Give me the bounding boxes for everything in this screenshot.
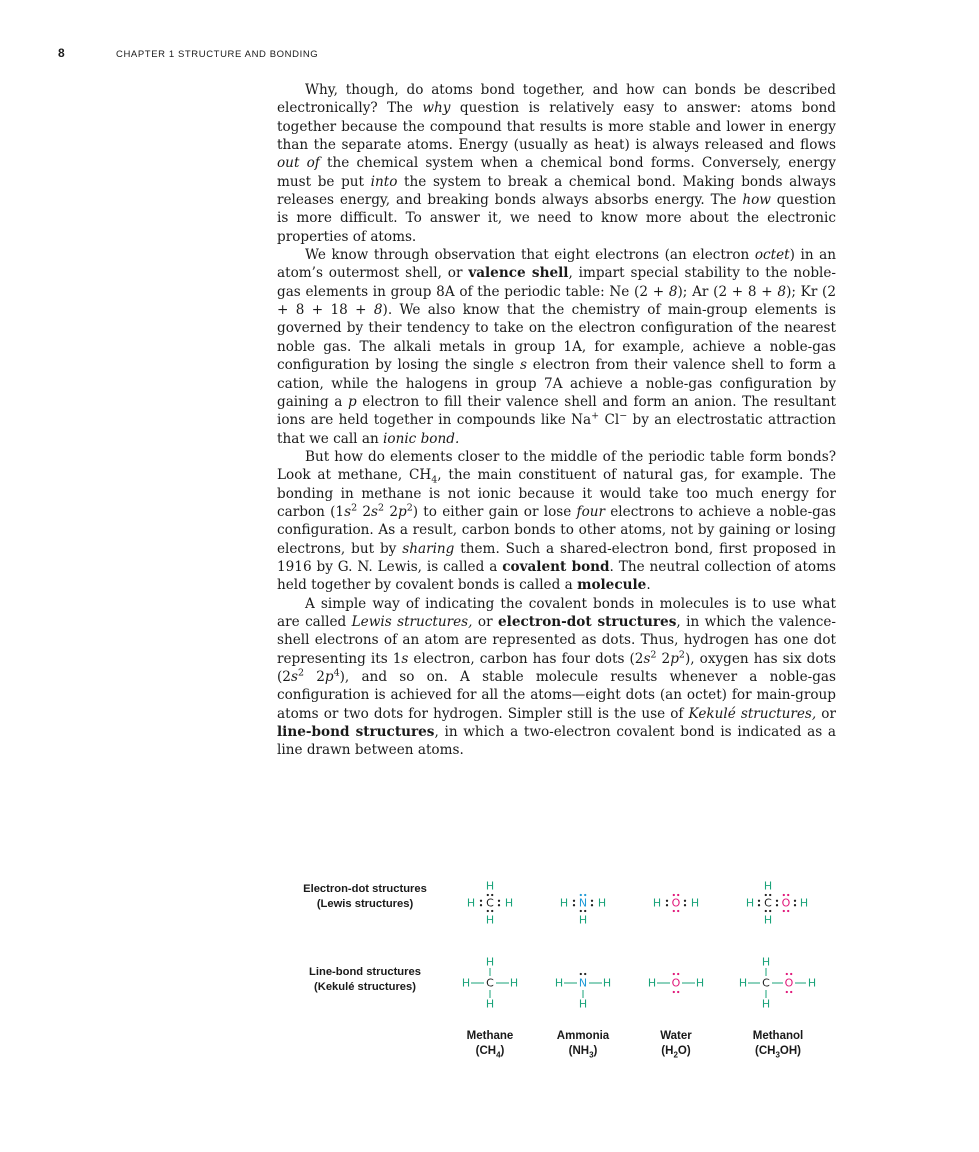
methanol-lewis	[738, 868, 818, 938]
electron-dot	[677, 910, 679, 912]
electron-dot	[480, 904, 482, 906]
electron-dot	[584, 910, 586, 912]
formula-end: )	[500, 1045, 505, 1057]
molecule-name	[440, 1029, 540, 1059]
electron-dot	[487, 894, 489, 896]
atom-H: H	[690, 896, 700, 910]
atom-H: H	[485, 955, 495, 969]
row-label-line: (Kekulé structures)	[314, 981, 416, 993]
atom-H: H	[466, 896, 476, 910]
electron-dot	[673, 991, 675, 993]
electron-dot	[765, 910, 767, 912]
atom-O: O	[784, 976, 794, 990]
electron-dot	[673, 894, 675, 896]
atom-N: N	[578, 976, 588, 990]
molecule-name	[626, 1029, 726, 1059]
structures-figure	[0, 860, 979, 1080]
body-text	[277, 81, 836, 760]
electron-dot	[786, 973, 788, 975]
atom-H: H	[799, 896, 809, 910]
molecule-name-text: Methane	[466, 1030, 514, 1042]
electron-dot	[580, 973, 582, 975]
atom-C: C	[764, 896, 772, 910]
atom-H: H	[807, 976, 817, 990]
electron-dot	[591, 904, 593, 906]
atom-H: H	[652, 896, 662, 910]
electron-dot	[787, 910, 789, 912]
molecule-name	[533, 1029, 633, 1059]
atom-H: H	[602, 976, 612, 990]
water-lewis	[636, 868, 716, 938]
molecule-name	[728, 1029, 828, 1059]
electron-dot	[580, 910, 582, 912]
electron-dot	[673, 973, 675, 975]
electron-dot	[776, 904, 778, 906]
atom-H: H	[578, 913, 588, 927]
row-label-electron-dot	[265, 882, 465, 912]
electron-dot	[677, 894, 679, 896]
atom-C: C	[486, 896, 494, 910]
electron-dot	[584, 973, 586, 975]
molecule-name-text: Ammonia	[556, 1030, 610, 1042]
electron-dot	[769, 910, 771, 912]
formula-sub: 3	[775, 1050, 780, 1060]
atom-N: N	[578, 896, 588, 910]
atom-H: H	[761, 997, 771, 1011]
ammonia-lewis	[543, 868, 623, 938]
electron-dot	[573, 904, 575, 906]
formula-sub: 3	[589, 1050, 594, 1060]
electron-dot	[491, 910, 493, 912]
electron-dot	[684, 900, 686, 902]
paragraph: A simple way of indicating the covalent bonds in molecules is to use what are called Lewis structures, or electron-dot structures, in which the valence-shell electrons of an atom are represented as dots. Thus, hydrogen has one dot representing its 1s electron, carbon has four dots ($2s^2$ $2p^2$), oxygen has six dots ($2s^2$ $2p^4$), and so on. A stable molecule results whenever a noble-gas configuration is achieved for all the atoms—eight dots (an octet) for main-group atoms or two dots for hydrogen. Simpler still is the use of Kekulé structures, or line-bond structures, in which a two-electron covalent bond is indicated as a line drawn between atoms.	[277, 595, 837, 759]
electron-dot	[666, 904, 668, 906]
formula-sub: 4	[496, 1050, 501, 1060]
atom-H: H	[761, 955, 771, 969]
atom-C: C	[486, 976, 494, 990]
molecule-formula	[440, 1044, 540, 1059]
molecule-name-text: Water	[660, 1030, 692, 1042]
paragraph: Why, though, do atoms bond together, and how can bonds be described electronically? The why question is relatively easy to answer: atoms bond together because the compound that results is more stable and lower in energy than the separate atoms. Energy (usually as heat) is always released and flows out of the chemical system when a chemical bond forms. Conversely, energy must be put into the system to break a chemical bond. Making bonds always releases energy, and breaking bonds always absorbs energy. The how question is more difficult. To answer it, we need to know more about the electronic properties of atoms.	[277, 82, 837, 245]
atom-H: H	[461, 976, 471, 990]
electron-dot	[786, 991, 788, 993]
atom-H: H	[647, 976, 657, 990]
electron-dot	[794, 904, 796, 906]
formula-end: OH)	[779, 1045, 802, 1057]
electron-dot	[684, 904, 686, 906]
electron-dot	[673, 910, 675, 912]
electron-dot	[794, 900, 796, 902]
electron-dot	[677, 973, 679, 975]
electron-dot	[584, 894, 586, 896]
formula-end: )	[593, 1045, 598, 1057]
atom-O: O	[671, 976, 681, 990]
electron-dot	[591, 900, 593, 902]
molecule-formula	[533, 1044, 633, 1059]
formula-sub: 2	[673, 1050, 678, 1060]
electron-dot	[480, 900, 482, 902]
atom-H: H	[554, 976, 564, 990]
formula-base: (NH	[568, 1045, 590, 1057]
atom-O: O	[671, 896, 681, 910]
atom-H: H	[485, 997, 495, 1011]
atom-H: H	[738, 976, 748, 990]
atom-H: H	[763, 879, 773, 893]
atom-H: H	[597, 896, 607, 910]
electron-dot	[790, 991, 792, 993]
row-label-line: (Lewis structures)	[316, 898, 414, 910]
methane-lewis	[450, 868, 530, 938]
water-kekule	[636, 948, 716, 1018]
molecule-formula	[728, 1044, 828, 1059]
atom-H: H	[578, 997, 588, 1011]
page-number: 8	[58, 46, 65, 60]
electron-dot	[783, 910, 785, 912]
electron-dot	[783, 894, 785, 896]
formula-base: (CH	[475, 1045, 497, 1057]
electron-dot	[776, 900, 778, 902]
atom-H: H	[695, 976, 705, 990]
electron-dot	[573, 900, 575, 902]
formula-end: O)	[677, 1045, 691, 1057]
molecule-name-text: Methanol	[752, 1030, 804, 1042]
row-label-line-bond	[265, 965, 465, 995]
electron-dot	[769, 894, 771, 896]
electron-dot	[758, 900, 760, 902]
electron-dot	[498, 900, 500, 902]
ammonia-kekule	[543, 948, 623, 1018]
electron-dot	[787, 894, 789, 896]
formula-base: (H	[661, 1045, 674, 1057]
electron-dot	[677, 991, 679, 993]
electron-dot	[580, 894, 582, 896]
molecule-formula	[626, 1044, 726, 1059]
atom-C: C	[762, 976, 770, 990]
methane-kekule	[450, 948, 530, 1018]
electron-dot	[666, 900, 668, 902]
row-label-line: Line-bond structures	[309, 966, 421, 978]
atom-H: H	[485, 879, 495, 893]
atom-H: H	[509, 976, 519, 990]
row-label-line: Electron-dot structures	[303, 883, 427, 895]
methanol-kekule	[738, 948, 818, 1018]
atom-H: H	[745, 896, 755, 910]
electron-dot	[491, 894, 493, 896]
electron-dot	[758, 904, 760, 906]
paragraph: But how do elements closer to the middle of the periodic table form bonds? Look at methane, $CH_4$, the main constituent of natural gas, for example. The bonding in methane is not ionic because it would take too much energy for carbon ($1s^2$ $2s^2$ $2p^2$) to either gain or lose four electrons to achieve a noble-gas configuration. As a result, carbon bonds to other atoms, not by gaining or losing electrons, but by sharing them. Such a shared-electron bond, first proposed in 1916 by G. N. Lewis, is called a covalent bond. The neutral collection of atoms held together by covalent bonds is called a molecule.	[277, 448, 837, 594]
atom-H: H	[504, 896, 514, 910]
atom-H: H	[559, 896, 569, 910]
electron-dot	[487, 910, 489, 912]
atom-H: H	[763, 913, 773, 927]
electron-dot	[790, 973, 792, 975]
running-title: CHAPTER 1 STRUCTURE AND BONDING	[116, 49, 319, 60]
running-header	[58, 46, 318, 62]
electron-dot	[498, 904, 500, 906]
atom-H: H	[485, 913, 495, 927]
electron-dot	[765, 894, 767, 896]
formula-base: (CH	[754, 1045, 776, 1057]
paragraph: We know through observation that eight electrons (an electron octet) in an atom’s outermost shell, or valence shell, impart special stability to the noble-gas elements in group 8A of the periodic table: Ne (2 + 8); Ar (2 + 8 + 8); Kr (2 + 8 + 18 + 8). We also know that the chemistry of main-group elements is governed by their tendency to take on the electron configuration of the nearest noble gas. The alkali metals in group 1A, for example, achieve a noble-gas configuration by losing the single s electron from their valence shell to form a cation, while the halogens in group 7A achieve a noble-gas configuration by gaining a p electron to fill their valence shell and form an anion. The resultant ions are held together in compounds like Na+ Cl− by an electrostatic attraction that we call an ionic bond.	[277, 247, 837, 447]
atom-O: O	[781, 896, 791, 910]
